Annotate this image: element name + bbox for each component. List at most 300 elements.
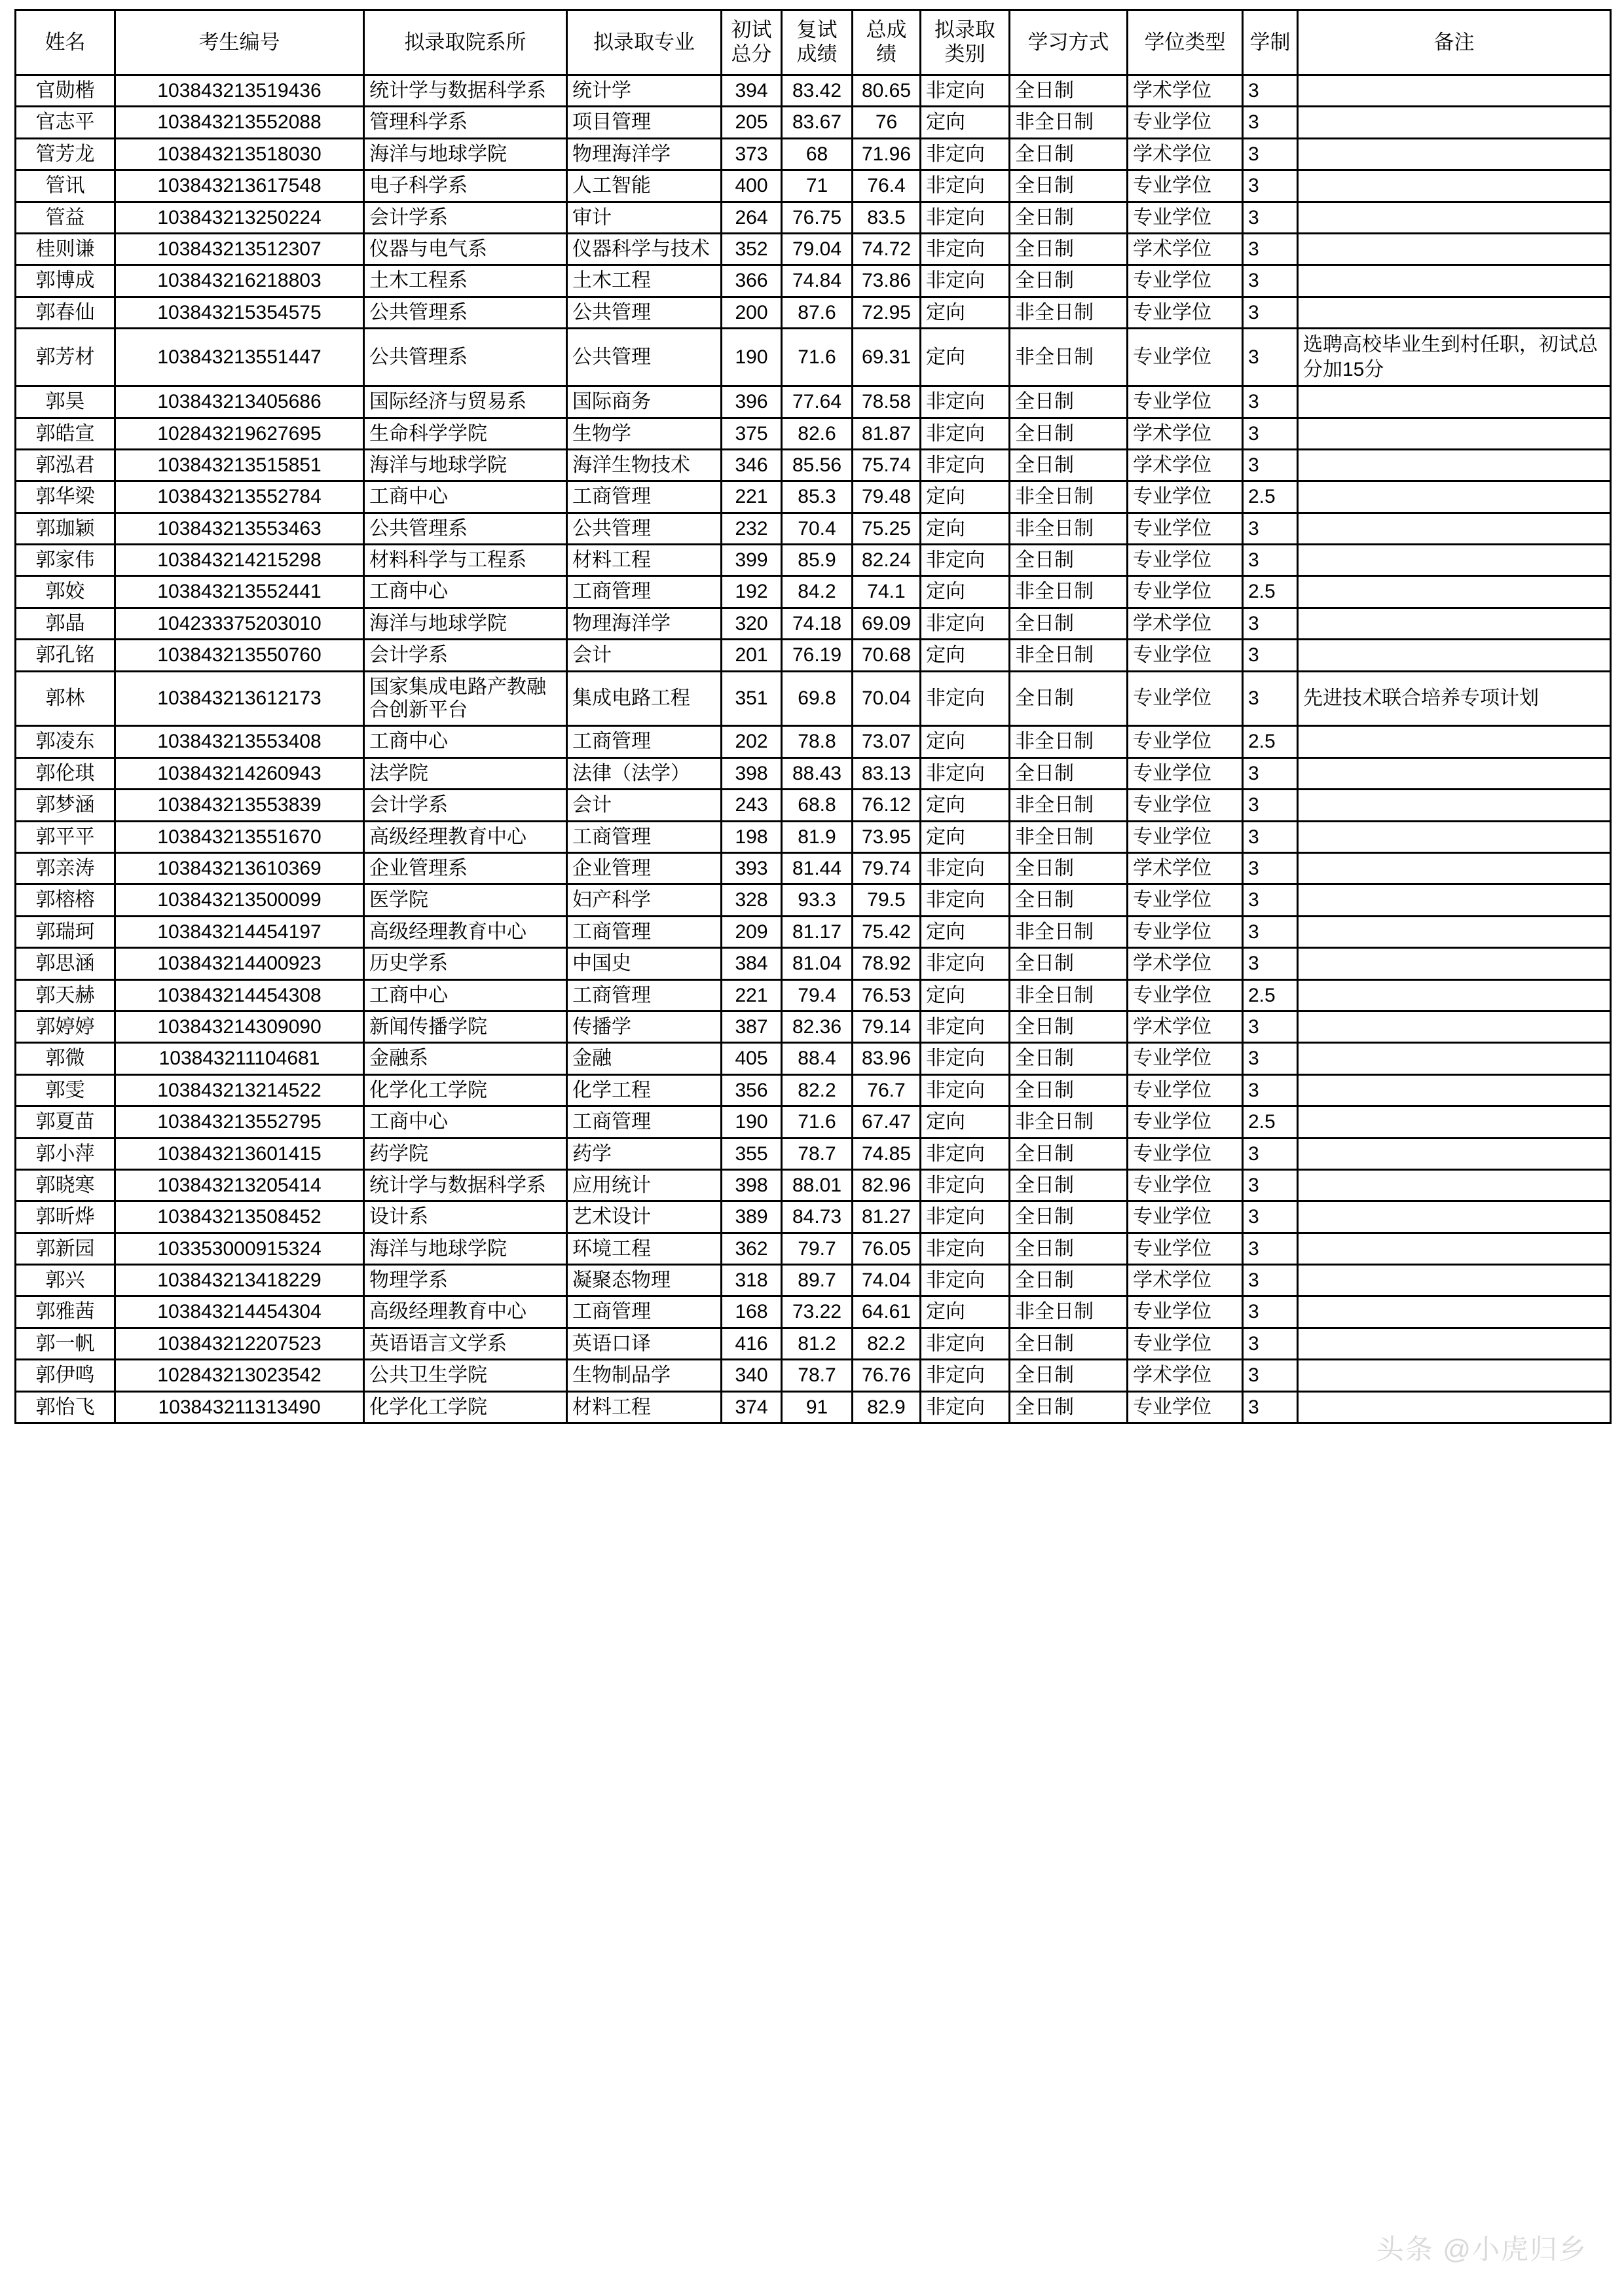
cell-exam-id: 102843213023542 [115, 1360, 364, 1391]
table-row [16, 418, 1611, 449]
cell-major: 艺术设计 [567, 1201, 722, 1233]
cell-remark [1298, 640, 1611, 671]
cell-name: 郭雅茜 [16, 1296, 115, 1328]
cell-total-score: 82.2 [853, 1328, 921, 1359]
cell-prelim-score: 205 [722, 107, 782, 138]
cell-remark [1298, 1391, 1611, 1423]
cell-admission-category: 非定向 [921, 1011, 1010, 1042]
cell-degree-type: 专业学位 [1128, 513, 1243, 544]
cell-degree-type: 专业学位 [1128, 757, 1243, 789]
cell-prelim-score: 202 [722, 726, 782, 757]
column-header-name: 姓名 [16, 10, 115, 75]
cell-retest-score: 83.42 [782, 75, 853, 107]
table-row [16, 1360, 1611, 1391]
cell-remark [1298, 1296, 1611, 1328]
cell-remark [1298, 884, 1611, 916]
cell-admission-category: 非定向 [921, 418, 1010, 449]
cell-prelim-score: 400 [722, 170, 782, 202]
cell-total-score: 83.5 [853, 202, 921, 233]
cell-exam-id: 104233375203010 [115, 608, 364, 639]
cell-degree-type: 专业学位 [1128, 170, 1243, 202]
cell-degree-type: 专业学位 [1128, 545, 1243, 576]
cell-admission-category: 定向 [921, 979, 1010, 1011]
cell-exam-id: 103843214454197 [115, 916, 364, 947]
cell-name: 郭伊鸣 [16, 1360, 115, 1391]
header-row [16, 10, 1611, 75]
cell-name: 管讯 [16, 170, 115, 202]
cell-study-mode: 全日制 [1010, 545, 1128, 576]
cell-admission-category: 非定向 [921, 1265, 1010, 1296]
cell-exam-id: 103843213550760 [115, 640, 364, 671]
cell-remark [1298, 1233, 1611, 1264]
cell-duration: 3 [1243, 513, 1298, 544]
cell-prelim-score: 373 [722, 138, 782, 170]
cell-retest-score: 91 [782, 1391, 853, 1423]
cell-name: 郭泓君 [16, 449, 115, 481]
cell-admission-category: 非定向 [921, 449, 1010, 481]
cell-retest-score: 68.8 [782, 790, 853, 821]
cell-name: 郭晶 [16, 608, 115, 639]
cell-total-score: 83.13 [853, 757, 921, 789]
cell-degree-type: 专业学位 [1128, 202, 1243, 233]
table-row [16, 297, 1611, 328]
cell-name: 管芳龙 [16, 138, 115, 170]
cell-admission-category: 非定向 [921, 1391, 1010, 1423]
cell-total-score: 69.31 [853, 329, 921, 386]
cell-exam-id: 103843213610369 [115, 852, 364, 884]
cell-prelim-score: 190 [722, 1106, 782, 1138]
cell-total-score: 81.27 [853, 1201, 921, 1233]
cell-total-score: 69.09 [853, 608, 921, 639]
cell-retest-score: 76.19 [782, 640, 853, 671]
cell-study-mode: 全日制 [1010, 1265, 1128, 1296]
cell-department: 物理学系 [364, 1265, 567, 1296]
cell-remark [1298, 608, 1611, 639]
cell-remark [1298, 790, 1611, 821]
cell-retest-score: 88.43 [782, 757, 853, 789]
table-row [16, 640, 1611, 671]
cell-prelim-score: 387 [722, 1011, 782, 1042]
cell-study-mode: 全日制 [1010, 1011, 1128, 1042]
cell-degree-type: 专业学位 [1128, 884, 1243, 916]
column-header-remark: 备注 [1298, 10, 1611, 75]
cell-duration: 3 [1243, 884, 1298, 916]
cell-total-score: 81.87 [853, 418, 921, 449]
cell-exam-id: 103843213601415 [115, 1138, 364, 1169]
cell-degree-type: 学术学位 [1128, 948, 1243, 979]
cell-degree-type: 专业学位 [1128, 979, 1243, 1011]
cell-total-score: 73.95 [853, 821, 921, 852]
table-body [16, 75, 1611, 1423]
cell-exam-id: 103843213551670 [115, 821, 364, 852]
cell-exam-id: 103843213553408 [115, 726, 364, 757]
cell-degree-type: 专业学位 [1128, 726, 1243, 757]
cell-degree-type: 专业学位 [1128, 1391, 1243, 1423]
cell-major: 公共管理 [567, 297, 722, 328]
cell-name: 郭昕烨 [16, 1201, 115, 1233]
table-row [16, 513, 1611, 544]
table-row [16, 1391, 1611, 1423]
cell-retest-score: 81.17 [782, 916, 853, 947]
cell-major: 集成电路工程 [567, 671, 722, 726]
cell-retest-score: 79.4 [782, 979, 853, 1011]
cell-total-score: 76.76 [853, 1360, 921, 1391]
cell-exam-id: 103843213519436 [115, 75, 364, 107]
cell-major: 物理海洋学 [567, 138, 722, 170]
cell-exam-id: 103843214454304 [115, 1296, 364, 1328]
cell-study-mode: 非全日制 [1010, 790, 1128, 821]
cell-degree-type: 专业学位 [1128, 1233, 1243, 1264]
cell-total-score: 75.25 [853, 513, 921, 544]
table-row [16, 1233, 1611, 1264]
table-row [16, 1074, 1611, 1106]
cell-degree-type: 专业学位 [1128, 576, 1243, 608]
cell-admission-category: 定向 [921, 1106, 1010, 1138]
cell-name: 郭博成 [16, 265, 115, 297]
cell-prelim-score: 190 [722, 329, 782, 386]
cell-remark [1298, 1265, 1611, 1296]
cell-exam-id: 103843213553463 [115, 513, 364, 544]
table-row [16, 1138, 1611, 1169]
cell-exam-id: 103843213552088 [115, 107, 364, 138]
cell-remark [1298, 726, 1611, 757]
cell-department: 工商中心 [364, 576, 567, 608]
cell-total-score: 76.12 [853, 790, 921, 821]
cell-department: 海洋与地球学院 [364, 1233, 567, 1264]
cell-retest-score: 78.8 [782, 726, 853, 757]
cell-prelim-score: 394 [722, 75, 782, 107]
cell-admission-category: 定向 [921, 1296, 1010, 1328]
cell-remark [1298, 757, 1611, 789]
cell-total-score: 70.68 [853, 640, 921, 671]
table-row [16, 1011, 1611, 1042]
cell-major: 药学 [567, 1138, 722, 1169]
cell-major: 英语口译 [567, 1328, 722, 1359]
cell-retest-score: 78.7 [782, 1360, 853, 1391]
table-row [16, 202, 1611, 233]
cell-major: 金融 [567, 1043, 722, 1074]
cell-major: 工商管理 [567, 979, 722, 1011]
cell-prelim-score: 356 [722, 1074, 782, 1106]
cell-retest-score: 85.56 [782, 449, 853, 481]
cell-department: 高级经理教育中心 [364, 916, 567, 947]
cell-duration: 3 [1243, 1043, 1298, 1074]
cell-duration: 2.5 [1243, 481, 1298, 513]
cell-name: 郭亲涛 [16, 852, 115, 884]
cell-name: 郭榕榕 [16, 884, 115, 916]
cell-retest-score: 84.73 [782, 1201, 853, 1233]
cell-admission-category: 非定向 [921, 170, 1010, 202]
cell-department: 工商中心 [364, 1106, 567, 1138]
cell-name: 官勋楷 [16, 75, 115, 107]
cell-duration: 3 [1243, 418, 1298, 449]
cell-retest-score: 81.9 [782, 821, 853, 852]
table-row [16, 916, 1611, 947]
cell-department: 高级经理教育中心 [364, 821, 567, 852]
cell-retest-score: 82.36 [782, 1011, 853, 1042]
cell-study-mode: 全日制 [1010, 1043, 1128, 1074]
cell-study-mode: 全日制 [1010, 608, 1128, 639]
cell-duration: 3 [1243, 1138, 1298, 1169]
cell-major: 人工智能 [567, 170, 722, 202]
cell-department: 工商中心 [364, 726, 567, 757]
cell-study-mode: 全日制 [1010, 386, 1128, 418]
cell-total-score: 76 [853, 107, 921, 138]
column-header-study-mode: 学习方式 [1010, 10, 1128, 75]
cell-degree-type: 学术学位 [1128, 1265, 1243, 1296]
cell-admission-category: 非定向 [921, 138, 1010, 170]
cell-department: 高级经理教育中心 [364, 1296, 567, 1328]
cell-admission-category: 非定向 [921, 1043, 1010, 1074]
cell-name: 管益 [16, 202, 115, 233]
cell-remark [1298, 449, 1611, 481]
cell-name: 郭兴 [16, 1265, 115, 1296]
cell-duration: 2.5 [1243, 1106, 1298, 1138]
cell-remark [1298, 1074, 1611, 1106]
cell-study-mode: 全日制 [1010, 671, 1128, 726]
cell-retest-score: 85.9 [782, 545, 853, 576]
cell-department: 海洋与地球学院 [364, 608, 567, 639]
cell-department: 材料科学与工程系 [364, 545, 567, 576]
cell-major: 物理海洋学 [567, 608, 722, 639]
cell-total-score: 74.1 [853, 576, 921, 608]
cell-prelim-score: 362 [722, 1233, 782, 1264]
cell-name: 郭家伟 [16, 545, 115, 576]
cell-major: 应用统计 [567, 1169, 722, 1201]
cell-study-mode: 全日制 [1010, 449, 1128, 481]
cell-prelim-score: 399 [722, 545, 782, 576]
cell-total-score: 76.7 [853, 1074, 921, 1106]
cell-retest-score: 74.18 [782, 608, 853, 639]
cell-study-mode: 非全日制 [1010, 107, 1128, 138]
cell-prelim-score: 389 [722, 1201, 782, 1233]
cell-admission-category: 非定向 [921, 671, 1010, 726]
cell-exam-id: 103843213617548 [115, 170, 364, 202]
cell-duration: 3 [1243, 297, 1298, 328]
cell-total-score: 73.86 [853, 265, 921, 297]
cell-exam-id: 103843213508452 [115, 1201, 364, 1233]
cell-admission-category: 非定向 [921, 265, 1010, 297]
cell-duration: 2.5 [1243, 979, 1298, 1011]
cell-remark [1298, 1138, 1611, 1169]
cell-prelim-score: 168 [722, 1296, 782, 1328]
cell-department: 英语语言文学系 [364, 1328, 567, 1359]
cell-study-mode: 全日制 [1010, 1233, 1128, 1264]
cell-remark [1298, 107, 1611, 138]
cell-total-score: 79.48 [853, 481, 921, 513]
cell-major: 材料工程 [567, 1391, 722, 1423]
cell-degree-type: 专业学位 [1128, 790, 1243, 821]
cell-prelim-score: 396 [722, 386, 782, 418]
cell-admission-category: 非定向 [921, 884, 1010, 916]
cell-exam-id: 103843213405686 [115, 386, 364, 418]
cell-duration: 3 [1243, 1360, 1298, 1391]
cell-admission-category: 非定向 [921, 1328, 1010, 1359]
cell-prelim-score: 232 [722, 513, 782, 544]
cell-department: 土木工程系 [364, 265, 567, 297]
cell-remark [1298, 138, 1611, 170]
cell-exam-id: 103843211104681 [115, 1043, 364, 1074]
cell-duration: 3 [1243, 1265, 1298, 1296]
cell-major: 环境工程 [567, 1233, 722, 1264]
table-row [16, 979, 1611, 1011]
cell-degree-type: 专业学位 [1128, 1296, 1243, 1328]
cell-study-mode: 非全日制 [1010, 481, 1128, 513]
cell-remark: 先进技术联合培养专项计划 [1298, 671, 1611, 726]
cell-exam-id: 103843214260943 [115, 757, 364, 789]
cell-prelim-score: 351 [722, 671, 782, 726]
cell-exam-id: 103843213518030 [115, 138, 364, 170]
cell-name: 郭凌东 [16, 726, 115, 757]
cell-department: 化学化工学院 [364, 1074, 567, 1106]
column-header-department: 拟录取院系所 [364, 10, 567, 75]
cell-degree-type: 专业学位 [1128, 1201, 1243, 1233]
cell-retest-score: 73.22 [782, 1296, 853, 1328]
cell-major: 材料工程 [567, 545, 722, 576]
cell-duration: 3 [1243, 1074, 1298, 1106]
cell-study-mode: 全日制 [1010, 233, 1128, 264]
cell-study-mode: 全日制 [1010, 1138, 1128, 1169]
cell-name: 郭小萍 [16, 1138, 115, 1169]
cell-total-score: 80.65 [853, 75, 921, 107]
cell-total-score: 76.53 [853, 979, 921, 1011]
cell-major: 工商管理 [567, 916, 722, 947]
cell-prelim-score: 209 [722, 916, 782, 947]
cell-admission-category: 定向 [921, 297, 1010, 328]
cell-duration: 3 [1243, 1391, 1298, 1423]
cell-duration: 3 [1243, 790, 1298, 821]
cell-duration: 3 [1243, 449, 1298, 481]
cell-total-score: 73.07 [853, 726, 921, 757]
cell-name: 郭伦琪 [16, 757, 115, 789]
cell-study-mode: 非全日制 [1010, 1106, 1128, 1138]
cell-major: 法律（法学） [567, 757, 722, 789]
cell-department: 会计学系 [364, 790, 567, 821]
table-row [16, 948, 1611, 979]
cell-major: 凝聚态物理 [567, 1265, 722, 1296]
cell-admission-category: 非定向 [921, 1233, 1010, 1264]
cell-study-mode: 非全日制 [1010, 726, 1128, 757]
cell-admission-category: 非定向 [921, 545, 1010, 576]
cell-study-mode: 非全日制 [1010, 821, 1128, 852]
cell-department: 化学化工学院 [364, 1391, 567, 1423]
cell-study-mode: 全日制 [1010, 1391, 1128, 1423]
cell-retest-score: 76.75 [782, 202, 853, 233]
cell-retest-score: 87.6 [782, 297, 853, 328]
cell-duration: 3 [1243, 1296, 1298, 1328]
table-row [16, 671, 1611, 726]
column-header-exam-id: 考生编号 [115, 10, 364, 75]
table-row [16, 884, 1611, 916]
cell-exam-id: 103843213500099 [115, 884, 364, 916]
cell-prelim-score: 393 [722, 852, 782, 884]
cell-degree-type: 学术学位 [1128, 233, 1243, 264]
cell-remark [1298, 1169, 1611, 1201]
cell-total-score: 78.92 [853, 948, 921, 979]
cell-prelim-score: 375 [722, 418, 782, 449]
cell-study-mode: 全日制 [1010, 138, 1128, 170]
cell-major: 会计 [567, 790, 722, 821]
cell-degree-type: 专业学位 [1128, 386, 1243, 418]
cell-exam-id: 103353000915324 [115, 1233, 364, 1264]
table-row [16, 329, 1611, 386]
cell-department: 仪器与电气系 [364, 233, 567, 264]
cell-major: 工商管理 [567, 821, 722, 852]
cell-major: 化学工程 [567, 1074, 722, 1106]
cell-department: 国家集成电路产教融合创新平台 [364, 671, 567, 726]
cell-department: 公共管理系 [364, 329, 567, 386]
cell-major: 土木工程 [567, 265, 722, 297]
cell-total-score: 82.9 [853, 1391, 921, 1423]
table-row [16, 1043, 1611, 1074]
cell-admission-category: 非定向 [921, 1138, 1010, 1169]
cell-retest-score: 81.04 [782, 948, 853, 979]
cell-department: 生命科学学院 [364, 418, 567, 449]
cell-admission-category: 定向 [921, 513, 1010, 544]
cell-name: 郭平平 [16, 821, 115, 852]
cell-admission-category: 定向 [921, 481, 1010, 513]
cell-major: 统计学 [567, 75, 722, 107]
cell-degree-type: 专业学位 [1128, 640, 1243, 671]
cell-prelim-score: 243 [722, 790, 782, 821]
cell-retest-score: 88.4 [782, 1043, 853, 1074]
cell-remark [1298, 1360, 1611, 1391]
cell-prelim-score: 201 [722, 640, 782, 671]
cell-exam-id: 103843213552441 [115, 576, 364, 608]
cell-total-score: 67.47 [853, 1106, 921, 1138]
cell-exam-id: 103843212207523 [115, 1328, 364, 1359]
cell-name: 郭珈颖 [16, 513, 115, 544]
table-row [16, 481, 1611, 513]
cell-name: 郭新园 [16, 1233, 115, 1264]
cell-prelim-score: 366 [722, 265, 782, 297]
cell-major: 妇产科学 [567, 884, 722, 916]
cell-department: 会计学系 [364, 640, 567, 671]
cell-name: 郭林 [16, 671, 115, 726]
cell-prelim-score: 340 [722, 1360, 782, 1391]
cell-prelim-score: 198 [722, 821, 782, 852]
cell-admission-category: 非定向 [921, 233, 1010, 264]
cell-study-mode: 非全日制 [1010, 979, 1128, 1011]
cell-admission-category: 定向 [921, 576, 1010, 608]
cell-prelim-score: 264 [722, 202, 782, 233]
cell-total-score: 72.95 [853, 297, 921, 328]
cell-remark [1298, 170, 1611, 202]
cell-study-mode: 非全日制 [1010, 916, 1128, 947]
cell-prelim-score: 320 [722, 608, 782, 639]
cell-study-mode: 全日制 [1010, 75, 1128, 107]
cell-major: 审计 [567, 202, 722, 233]
cell-study-mode: 全日制 [1010, 1328, 1128, 1359]
cell-remark [1298, 418, 1611, 449]
cell-total-score: 74.04 [853, 1265, 921, 1296]
cell-study-mode: 全日制 [1010, 1169, 1128, 1201]
cell-study-mode: 非全日制 [1010, 640, 1128, 671]
cell-remark [1298, 948, 1611, 979]
cell-study-mode: 全日制 [1010, 265, 1128, 297]
cell-major: 工商管理 [567, 1296, 722, 1328]
cell-department: 历史学系 [364, 948, 567, 979]
cell-degree-type: 专业学位 [1128, 297, 1243, 328]
cell-admission-category: 定向 [921, 726, 1010, 757]
cell-exam-id: 102843219627695 [115, 418, 364, 449]
cell-remark [1298, 576, 1611, 608]
cell-duration: 3 [1243, 329, 1298, 386]
cell-exam-id: 103843215354575 [115, 297, 364, 328]
cell-admission-category: 非定向 [921, 202, 1010, 233]
watermark: 头条 @小虎归乡 [1376, 2234, 1587, 2265]
column-header-major: 拟录取专业 [567, 10, 722, 75]
